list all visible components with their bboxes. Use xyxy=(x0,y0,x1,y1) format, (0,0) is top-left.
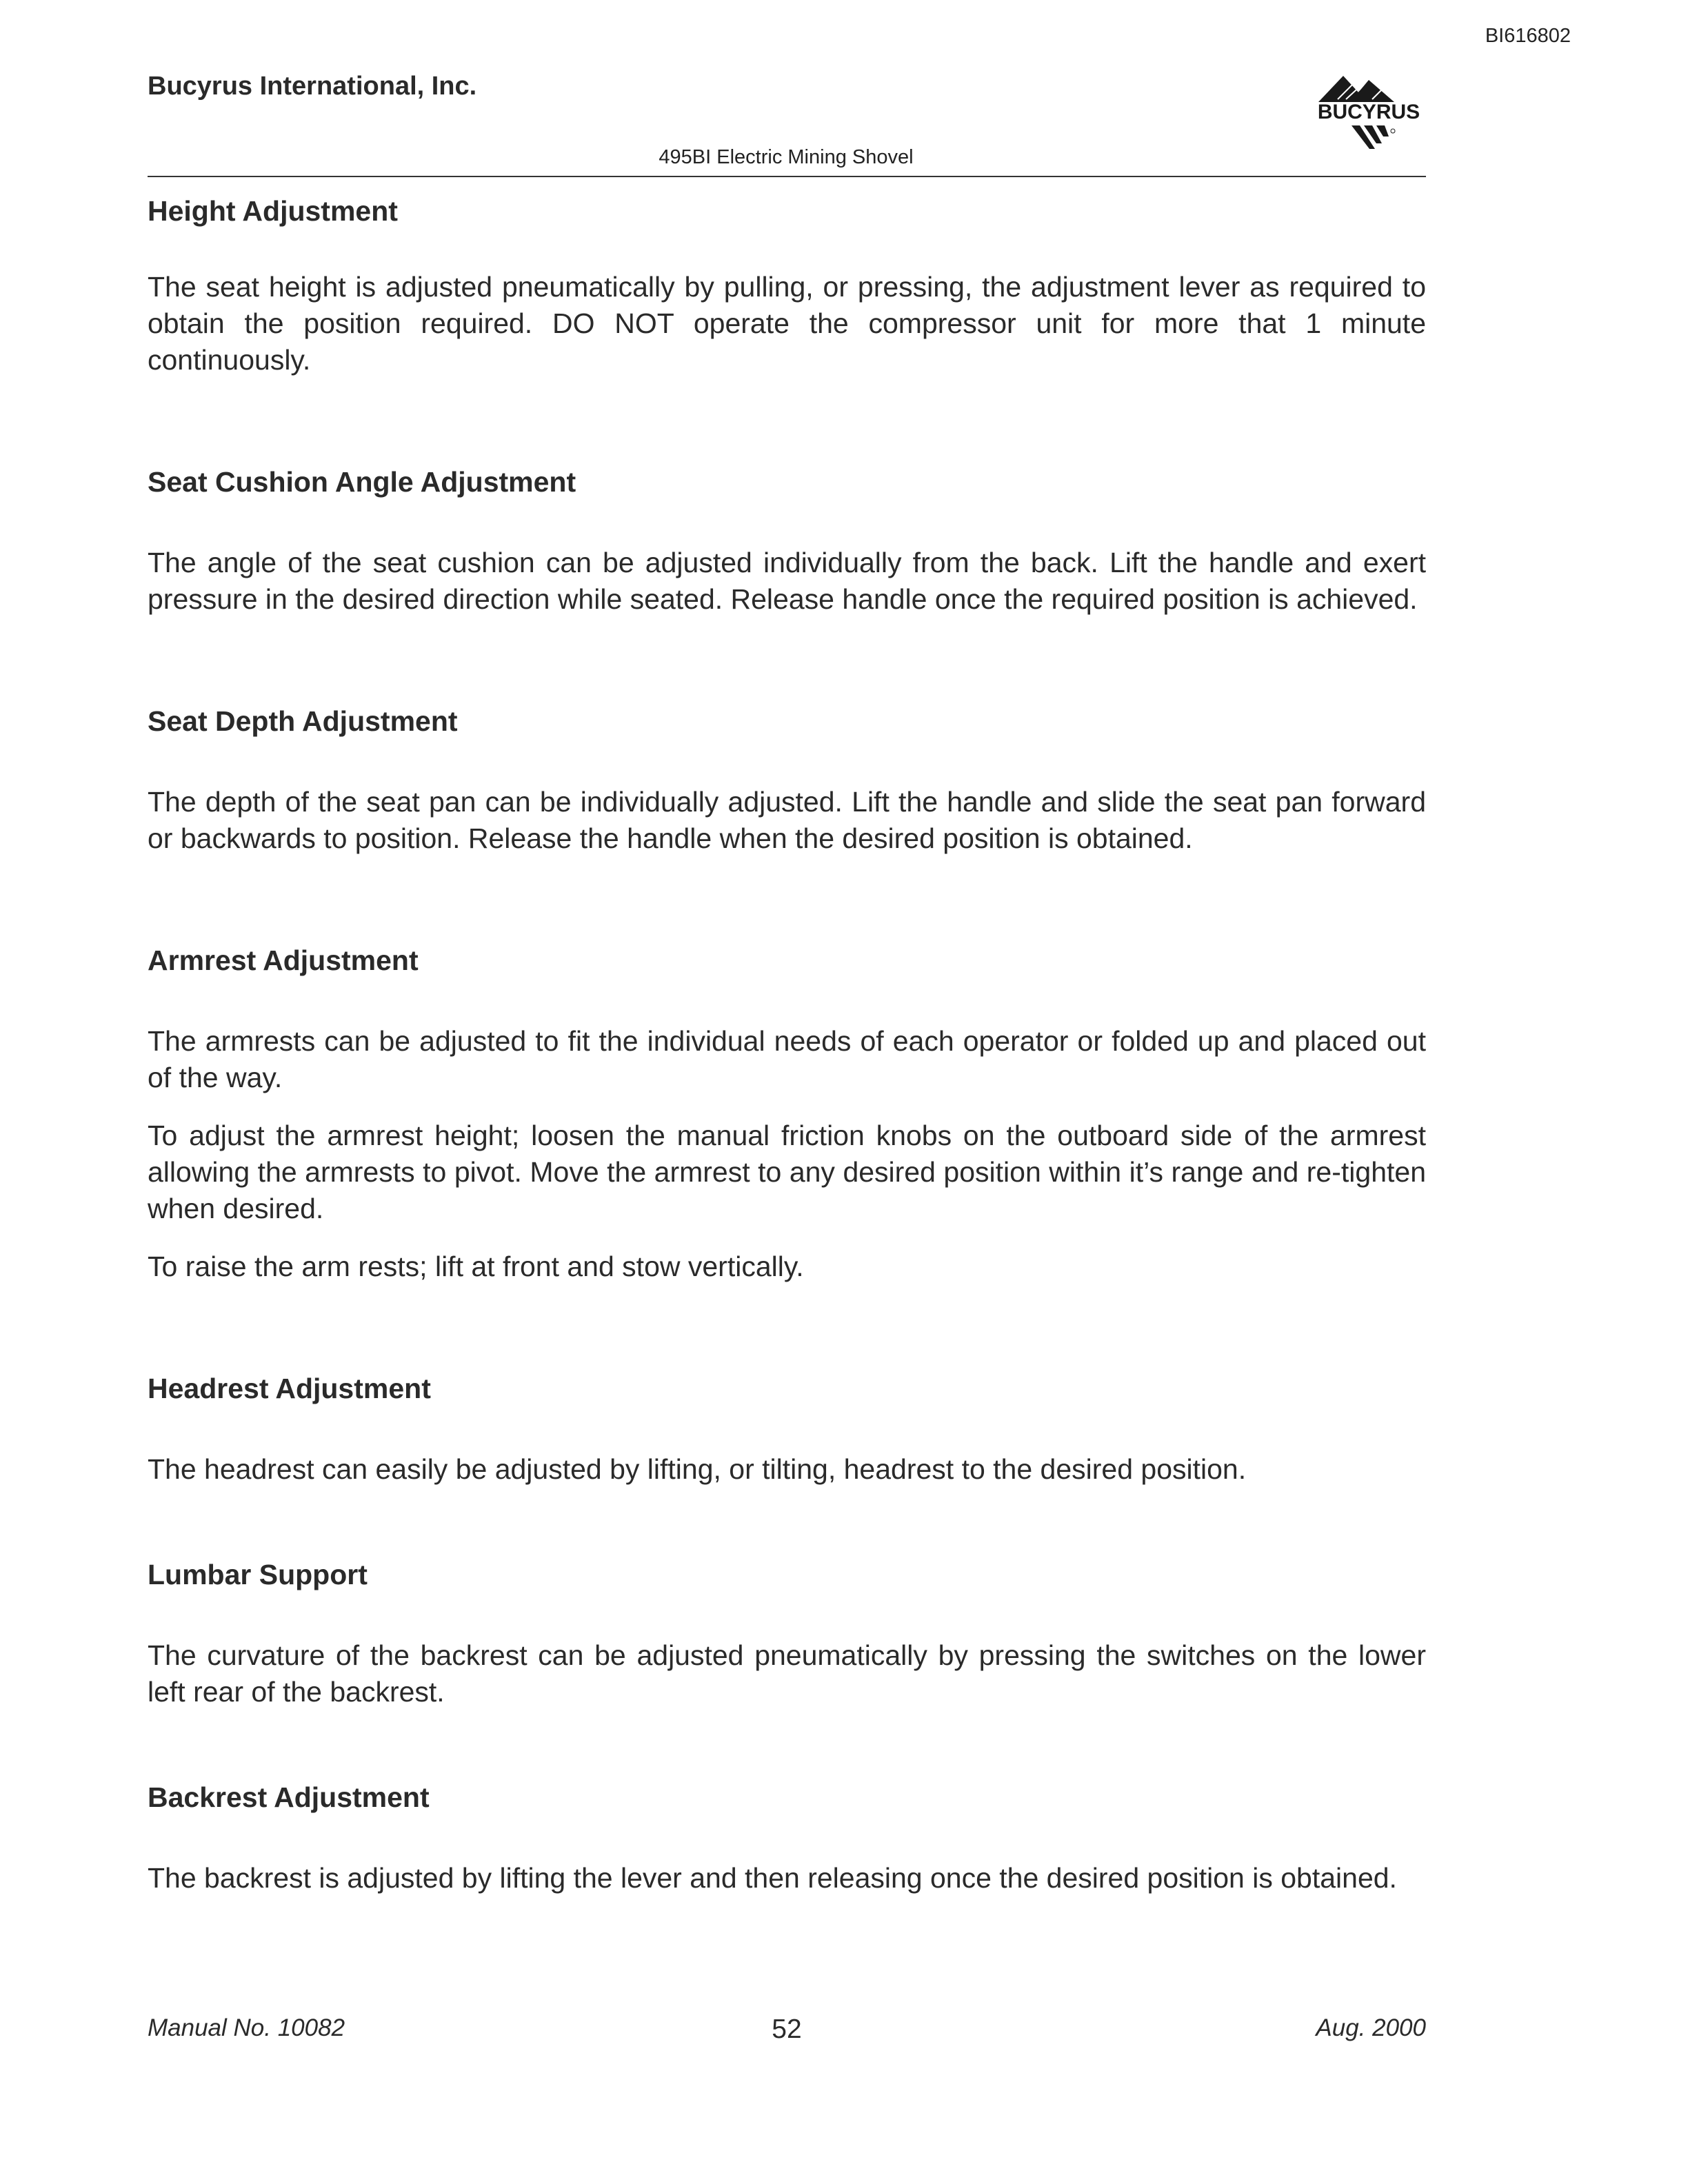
document-id: BI616802 xyxy=(1485,25,1571,47)
paragraph: To raise the arm rests; lift at front and stow vertically. xyxy=(148,1251,804,1282)
paragraph: The backrest is adjusted by lifting the lever and then releasing once the desired position is obtained. xyxy=(148,1862,1397,1894)
section-height-adjustment xyxy=(148,192,1426,378)
paragraph: The seat height is adjusted pneumatically by pulling, or pressing, the adjustment lever as required to obtain the position required. DO NOT operate the compressor unit for more that 1 minute continuously. xyxy=(148,271,1426,376)
section-title: Seat Cushion Angle Adjustment xyxy=(148,466,576,498)
section-headrest-adjustment xyxy=(148,1369,1426,1488)
company-name: Bucyrus International, Inc. xyxy=(148,72,477,101)
section-title: Seat Depth Adjustment xyxy=(148,705,458,737)
paragraph: The angle of the seat cushion can be adjusted individually from the back. Lift the handle and exert pressure in the desired direction while seated. Release handle once the required position is achieved. xyxy=(148,547,1426,615)
header-divider xyxy=(148,176,1426,177)
section-lumbar-support xyxy=(148,1555,1426,1710)
section-armrest-adjustment xyxy=(148,941,1426,1285)
section-title: Armrest Adjustment xyxy=(148,944,419,976)
paragraph: The armrests can be adjusted to fit the individual needs of each operator or folded up and placed out of the way. xyxy=(148,1025,1426,1093)
section-title: Backrest Adjustment xyxy=(148,1781,430,1813)
logo-wordmark: BUCYRUS xyxy=(1317,101,1420,123)
section-title: Headrest Adjustment xyxy=(148,1373,431,1404)
document-body xyxy=(148,192,1426,1897)
bucyrus-logo xyxy=(1303,72,1434,153)
section-title: Lumbar Support xyxy=(148,1559,368,1590)
paragraph: To adjust the armrest height; loosen the manual friction knobs on the outboard side of the armrest allowing the armrests to pivot. Move the armrest to any desired position within it’s range and re-tighten when desired. xyxy=(148,1120,1426,1224)
document-subtitle: 495BI Electric Mining Shovel xyxy=(659,146,914,168)
page-footer xyxy=(148,2014,1426,2049)
section-backrest-adjustment xyxy=(148,1778,1426,1897)
section-seat-depth xyxy=(148,702,1426,857)
paragraph: The curvature of the backrest can be adjusted pneumatically by pressing the switches on the lower left rear of the backrest. xyxy=(148,1639,1426,1708)
publication-date: Aug. 2000 xyxy=(1316,2014,1426,2041)
manual-number: Manual No. 10082 xyxy=(148,2014,345,2041)
page-number: 52 xyxy=(772,2014,802,2044)
section-title: Height Adjustment xyxy=(148,195,398,227)
paragraph: The headrest can easily be adjusted by lifting, or tilting, headrest to the desired position. xyxy=(148,1453,1247,1485)
section-seat-cushion-angle xyxy=(148,463,1426,618)
paragraph: The depth of the seat pan can be individually adjusted. Lift the handle and slide the seat pan forward or backwards to position. Release the handle when the desired position is obtained. xyxy=(148,786,1426,854)
